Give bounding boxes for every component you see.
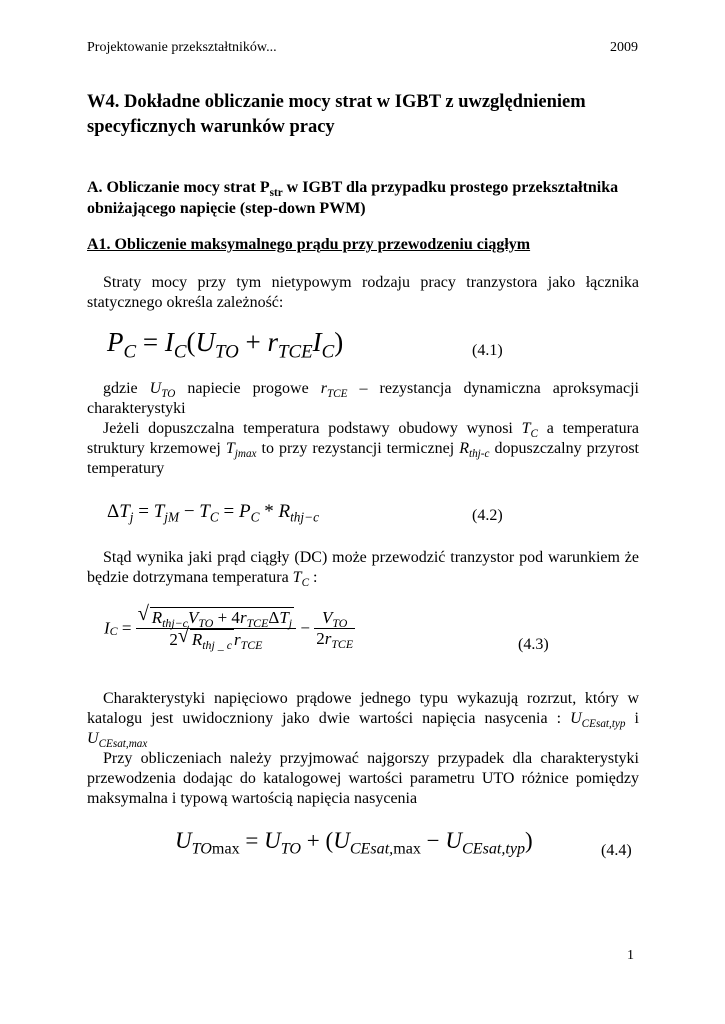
- equation-number: (4.4): [601, 842, 632, 859]
- equation-number: (4.3): [518, 636, 549, 653]
- equation-number: (4.2): [472, 507, 503, 524]
- equation-4-2: $\Delta T_j = T_{jM} - T_C = P_C * R_{thj-c}$: [107, 501, 319, 525]
- header-right: 2009: [610, 40, 638, 55]
- paragraph-dc-current: Stąd wynika jaki prąd ciągły (DC) może przewodzić tranzystor pod warunkiem że będzie dotrzymana temperatura $T_C$ :: [87, 549, 639, 589]
- equation-number: (4.1): [472, 342, 503, 359]
- equation-4-3: $I_C$ = √ $R_{thj-c}V_{TO} + 4r_{TCE}\Delta T_j$ 2 √ $R_{thj \_ c}$ $r_{TCE}$ − $\frac{V_{TO}}{2r_{TCE}}$: [104, 603, 354, 653]
- paragraph-worst-case: Przy obliczeniach należy przyjmować najgorszy przypadek dla charakterystyki przewodzenia dodając do katalogowej wartości parametru UTO różnice pomiędzy maksymalna i typową wartością napięcia nasycenia: [87, 750, 639, 807]
- paragraph-temperature: Jeżeli dopuszczalna temperatura podstawy obudowy wynosi $T_C$ a temperatura struktury krzemowej $T_{jmax}$ to przy rezystancji termicznej $R_{thj-c}$ dopuszczalny przyrost temperatury: [87, 420, 640, 477]
- section-a-heading: A. Obliczanie mocy strat $P_{str}$ w IGBT dla przypadku prostego przekształtnika obniżającego napięcie (step-down PWM): [87, 179, 619, 217]
- page-title: W4. Dokładne obliczanie mocy strat w IGBT z uwzględnieniem specyficznych warunków pracy: [87, 92, 586, 137]
- paragraph-intro: Straty mocy przy tym nietypowym rodzaju pracy tranzystora jako łącznika statycznego określa zależność:: [87, 274, 639, 311]
- equation-4-1: $P_C = I_C(U_{TO} + r_{TCE}I_C)$: [107, 327, 344, 363]
- paragraph-definitions: gdzie $U_{TO}$ napiecie progowe $r_{TCE}$ – rezystancja dynamiczna aproksymacji charakterystyki: [87, 380, 639, 417]
- section-a1-heading: A1. Obliczenie maksymalnego prądu przy przewodzeniu ciągłym: [87, 236, 531, 253]
- header-left: Projektowanie przekształtników...: [87, 40, 277, 55]
- equation-4-4: $U_{TOmax} = U_{TO} + (U_{CEsat,max} - U_{CEsat,typ})$: [175, 828, 533, 858]
- page-number: 1: [627, 948, 634, 963]
- paragraph-saturation: Charakterystyki napięciowo prądowe jednego typu wykazują rozrzut, który w katalogu jest uwidoczniony jako dwie wartości napięcia nasycenia : $U_{CEsat,typ}$ i $U_{CEsat,max}$: [87, 690, 639, 750]
